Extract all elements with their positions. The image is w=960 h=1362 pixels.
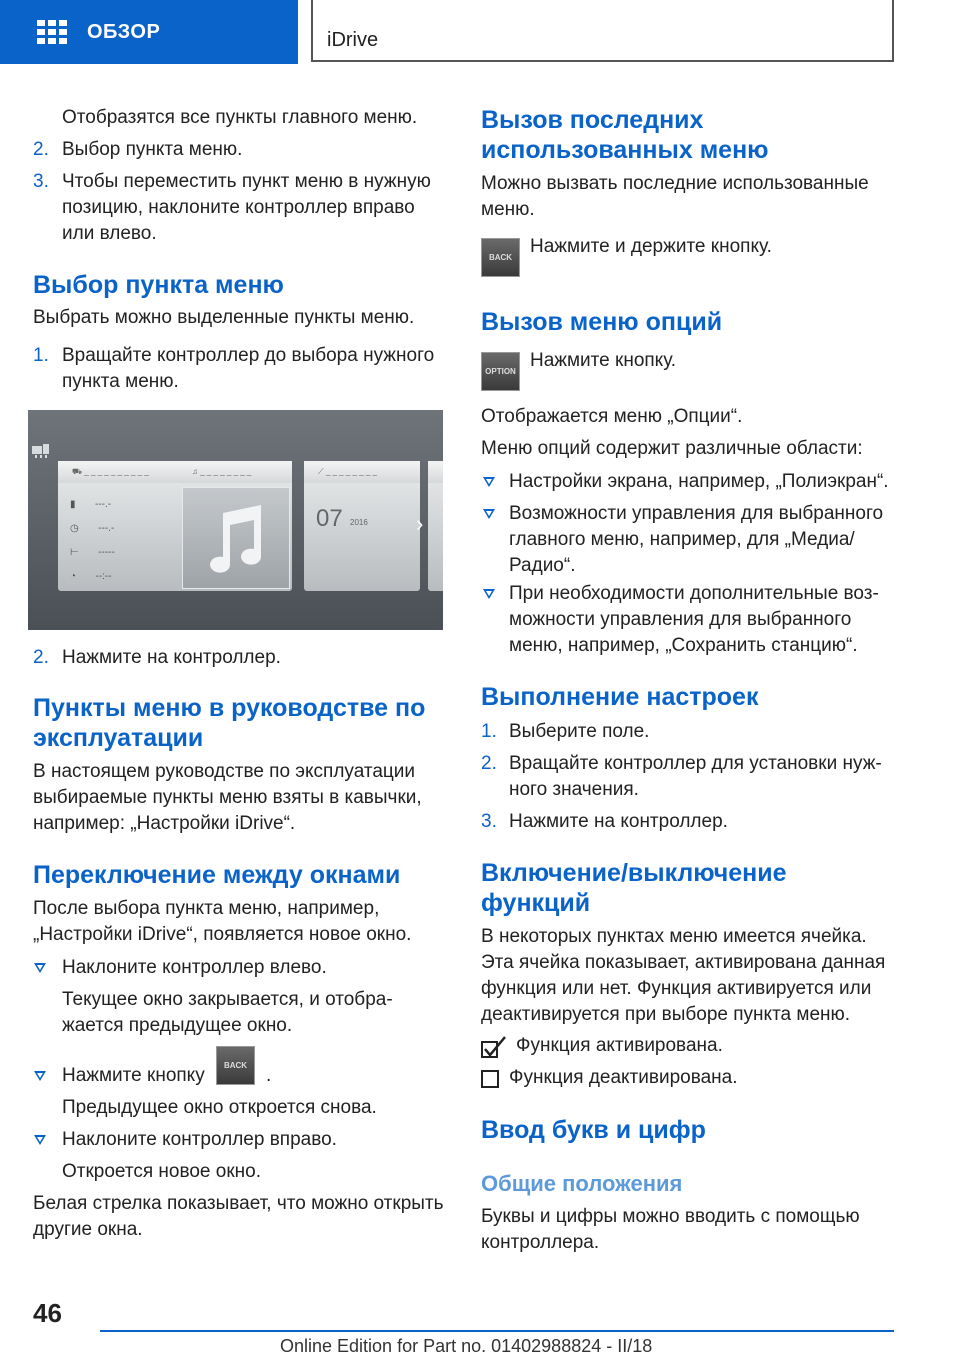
bullet-triangle-icon — [34, 1071, 46, 1081]
heading-input: Ввод букв и цифр — [481, 1116, 706, 1144]
date-day: 07 — [316, 505, 343, 532]
heading-manual-items: Пункты меню в руководстве по эксплуатации — [33, 694, 426, 752]
list-item: Выберите поле. — [509, 721, 650, 742]
paragraph: В некоторых пунктах меню имеется ячейка. Эта ячейка показывает, активирована данная функция или нет. Функция активируется или деактивируется при выборе пункта меню. — [481, 926, 886, 1025]
footer-divider — [100, 1330, 894, 1332]
bullet-item: Наклоните контроллер влево. — [62, 957, 327, 978]
checkbox-on-text: Функция активирована. — [516, 1035, 723, 1056]
option-button-icon: OPTION — [481, 352, 520, 391]
bullet-item: Наклоните контроллер вправо. — [62, 1129, 337, 1150]
paragraph: Отображается меню „Опции“. — [481, 406, 743, 427]
chapter-title: iDrive — [327, 29, 379, 51]
paragraph: Белая стрелка показывает, что можно открыть другие окна. — [33, 1193, 444, 1240]
unchecked-box-icon — [481, 1069, 501, 1094]
list-number: 1. — [481, 721, 497, 742]
paragraph: Буквы и цифры можно вводить с помощью контроллера. — [481, 1206, 860, 1253]
menu-card-communication: ⟋ _ _ _ _ _ _ _ _ 07 2016 — [304, 461, 420, 591]
checkbox-off-text: Функция деактивирована. — [509, 1067, 738, 1088]
list-number: 2. — [481, 753, 497, 774]
list-item: Выбор пункта меню. — [62, 139, 243, 160]
edition-info: Online Edition for Part no. 01402988824 - II/18 — [280, 1336, 653, 1356]
heading-recent-menus: Вызов последних использованных меню — [481, 106, 769, 164]
bullet-item-end: . — [266, 1065, 272, 1086]
intro-text: Отобразятся все пункты главного меню. — [62, 107, 418, 128]
idrive-screen-image — [28, 410, 443, 630]
checked-box-icon — [481, 1035, 511, 1064]
list-number: 2. — [33, 139, 49, 160]
list-item: Вращайте контроллер для установки нуж- ного значения. — [509, 753, 882, 800]
paragraph: В настоящем руководстве по эксплуатации выбираемые пункты меню взяты в кавычки, например: „Настройки iDrive“. — [33, 761, 422, 834]
section-tab[interactable] — [0, 0, 298, 64]
bullet-item: Нажмите кнопку — [62, 1065, 205, 1086]
bullet-triangle-icon — [34, 963, 46, 973]
list-item: Чтобы переместить пункт меню в нужную позицию, наклоните контроллер вправо или влево. — [62, 171, 431, 244]
list-number: 3. — [481, 811, 497, 832]
bullet-triangle-icon — [483, 589, 495, 599]
bullet-subtext: Откроется новое окно. — [62, 1161, 261, 1182]
menu-icon — [32, 444, 50, 458]
paragraph: После выбора пункта меню, например, „Настройки iDrive“, появляется новое окно. — [33, 898, 412, 945]
heading-toggle-functions: Включение/выключение функций — [481, 859, 787, 917]
menu-card-partial — [416, 461, 443, 591]
page-number: 46 — [33, 1298, 62, 1328]
back-button-icon: BACK — [216, 1046, 255, 1085]
paragraph: Можно вызвать последние использованные меню. — [481, 173, 869, 220]
list-number: 2. — [33, 647, 49, 668]
section-title: ОБЗОР — [87, 20, 161, 43]
bullet-triangle-icon — [34, 1135, 46, 1145]
list-number: 1. — [33, 345, 49, 366]
heading-switch-windows: Переключение между окнами — [33, 861, 401, 889]
bullet-subtext: Предыдущее окно откроется снова. — [62, 1097, 377, 1118]
bullet-item: Настройки экрана, например, „Полиэкран“. — [509, 471, 889, 492]
bullet-subtext: Текущее окно закрывается, и отобра- жается предыдущее окно. — [62, 989, 393, 1036]
back-button-icon: BACK — [481, 238, 520, 277]
menu-card-car: ⛟ _ _ _ _ _ _ _ _ _ _ ▮ ---.- ◷ ---.- ⊢ ----- ◔ --:-- — [58, 461, 198, 591]
menu-card-media: ♫ _ _ _ _ _ _ _ _ — [178, 461, 292, 591]
paragraph: Меню опций содержит различные области: — [481, 438, 863, 459]
heading-select-item: Выбор пункта меню — [33, 271, 284, 299]
bullet-triangle-icon — [483, 509, 495, 519]
heading-settings: Выполнение настроек — [481, 683, 759, 711]
music-note-icon — [182, 487, 290, 589]
date-year: 2016 — [350, 518, 368, 527]
list-item: Вращайте контроллер до выбора нужного пункта меню. — [62, 345, 435, 392]
paragraph: Выбрать можно выделенные пункты меню. — [33, 307, 415, 328]
bullet-triangle-icon — [483, 477, 495, 487]
bullet-item: Возможности управления для выбранного главного меню, например, для „Медиа/ Радио“. — [509, 503, 884, 576]
instruction-text: Нажмите кнопку. — [530, 350, 677, 371]
subheading-general: Общие положения — [481, 1171, 683, 1196]
arrow-right-icon: › — [416, 511, 424, 536]
list-number: 3. — [33, 171, 49, 192]
instruction-text: Нажмите и держите кнопку. — [530, 236, 772, 257]
chapter-header — [311, 0, 894, 62]
list-item: Нажмите на контроллер. — [62, 647, 281, 668]
heading-options-menu: Вызов меню опций — [481, 308, 723, 336]
list-item: Нажмите на контроллер. — [509, 811, 728, 832]
grid-icon — [37, 20, 67, 45]
bullet-item: При необходимости дополнительные воз- можности управления для выбранного меню, например, „Сохранить станцию“. — [509, 583, 879, 656]
